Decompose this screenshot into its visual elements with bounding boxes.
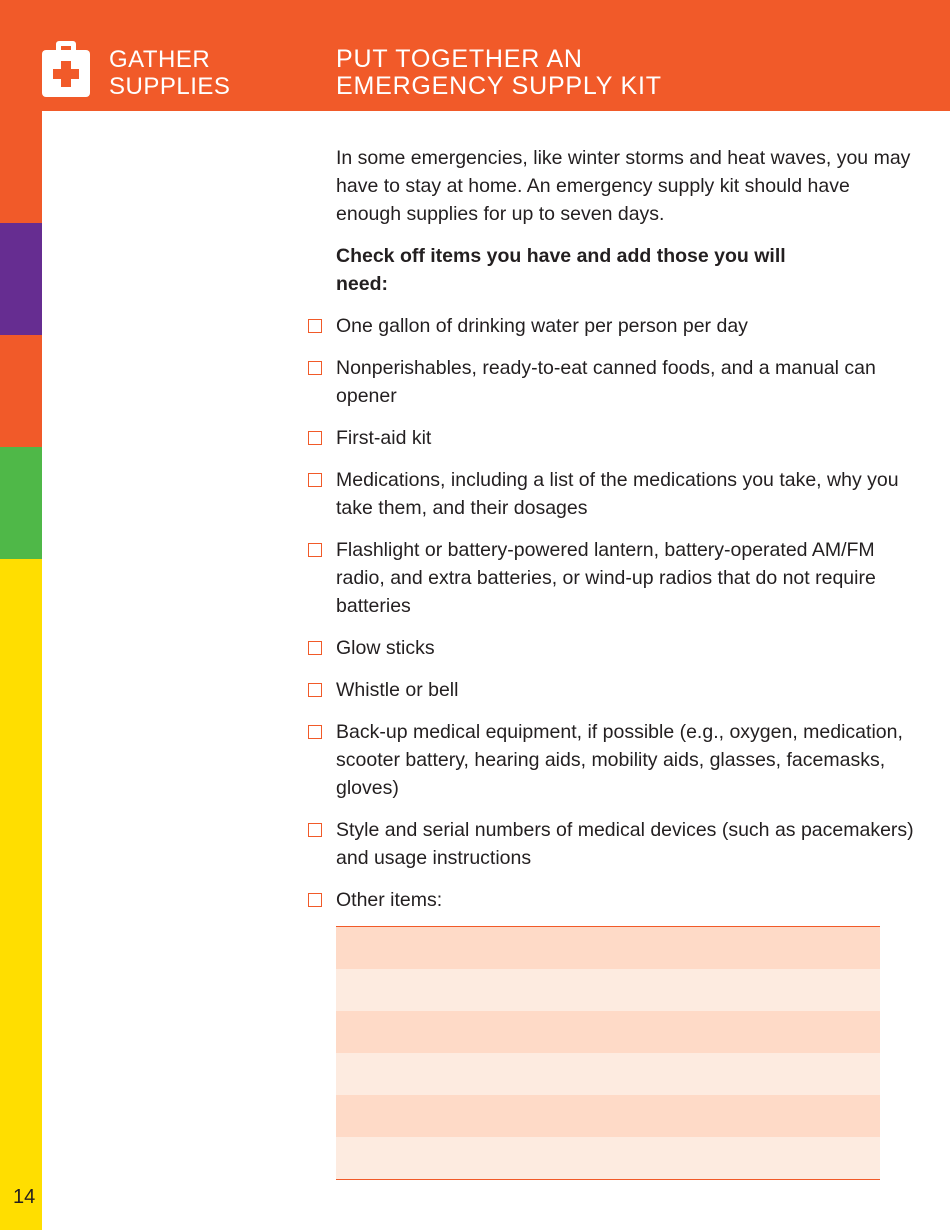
checklist-item-other bbox=[336, 886, 916, 914]
checklist-item-label: One gallon of drinking water per person per day bbox=[336, 315, 748, 337]
page-title-line1: PUT TOGETHER AN bbox=[336, 45, 583, 73]
checklist-item-label: Other items: bbox=[336, 889, 443, 911]
main-content bbox=[336, 144, 916, 928]
checklist-item-water bbox=[336, 312, 916, 340]
checklist-item-medications bbox=[336, 466, 916, 522]
page-number: 14 bbox=[13, 1186, 36, 1208]
checklist-item-label: First-aid kit bbox=[336, 427, 432, 449]
checklist-item-medical-equipment bbox=[336, 718, 916, 802]
section-label-line1: GATHER bbox=[109, 46, 211, 73]
checkbox[interactable] bbox=[308, 893, 322, 907]
checkbox[interactable] bbox=[308, 473, 322, 487]
page-title bbox=[336, 46, 662, 100]
checkbox[interactable] bbox=[308, 823, 322, 837]
checklist-item-first-aid bbox=[336, 424, 916, 452]
write-in-line[interactable] bbox=[336, 1095, 880, 1137]
checklist-item-glow-sticks bbox=[336, 634, 916, 662]
section-label-line2: SUPPLIES bbox=[109, 73, 231, 100]
checklist-item-label: Glow sticks bbox=[336, 637, 435, 659]
page-title-line2: EMERGENCY SUPPLY KIT bbox=[336, 72, 662, 100]
checkbox[interactable] bbox=[308, 543, 322, 557]
checkbox[interactable] bbox=[308, 683, 322, 697]
write-in-line[interactable] bbox=[336, 969, 880, 1011]
checkbox[interactable] bbox=[308, 725, 322, 739]
checklist-item-label: Whistle or bell bbox=[336, 679, 459, 701]
write-in-line[interactable] bbox=[336, 927, 880, 969]
checklist-item-label: Back-up medical equipment, if possible (e.g., oxygen, medication, scooter battery, hearing aids, mobility aids, glasses, facemasks, gloves) bbox=[336, 721, 903, 799]
other-items-lines bbox=[336, 926, 880, 1180]
instructions: Check off items you have and add those you will need: bbox=[336, 245, 786, 295]
checklist-item-label: Nonperishables, ready-to-eat canned foods, and a manual can opener bbox=[336, 357, 876, 407]
checklist-item-label: Style and serial numbers of medical devices (such as pacemakers) and usage instructions bbox=[336, 819, 914, 869]
side-stripe-purple bbox=[0, 223, 42, 335]
checklist-item-medical-devices bbox=[336, 816, 916, 872]
checkbox[interactable] bbox=[308, 361, 322, 375]
checklist-item-label: Medications, including a list of the medications you take, why you take them, and their dosages bbox=[336, 469, 899, 519]
checkbox[interactable] bbox=[308, 431, 322, 445]
checklist-item-label: Flashlight or battery-powered lantern, battery-operated AM/FM radio, and extra batteries, or wind-up radios that do not require batteries bbox=[336, 539, 876, 617]
checkbox[interactable] bbox=[308, 319, 322, 333]
side-stripe-yellow bbox=[0, 559, 42, 1230]
intro-paragraph: In some emergencies, like winter storms and heat waves, you may have to stay at home. An emergency supply kit should have enough supplies for up to seven days. bbox=[336, 147, 911, 225]
supply-checklist bbox=[336, 312, 916, 914]
write-in-line[interactable] bbox=[336, 1137, 880, 1179]
checklist-item-whistle bbox=[336, 676, 916, 704]
first-aid-kit-icon bbox=[42, 38, 90, 98]
write-in-line[interactable] bbox=[336, 1053, 880, 1095]
checklist-item-food bbox=[336, 354, 916, 410]
side-stripe-green bbox=[0, 447, 42, 559]
section-label bbox=[109, 46, 230, 100]
side-stripe-orange bbox=[0, 335, 42, 447]
write-in-line[interactable] bbox=[336, 1011, 880, 1053]
checkbox[interactable] bbox=[308, 641, 322, 655]
checklist-item-flashlight bbox=[336, 536, 916, 620]
page-header bbox=[0, 0, 950, 111]
